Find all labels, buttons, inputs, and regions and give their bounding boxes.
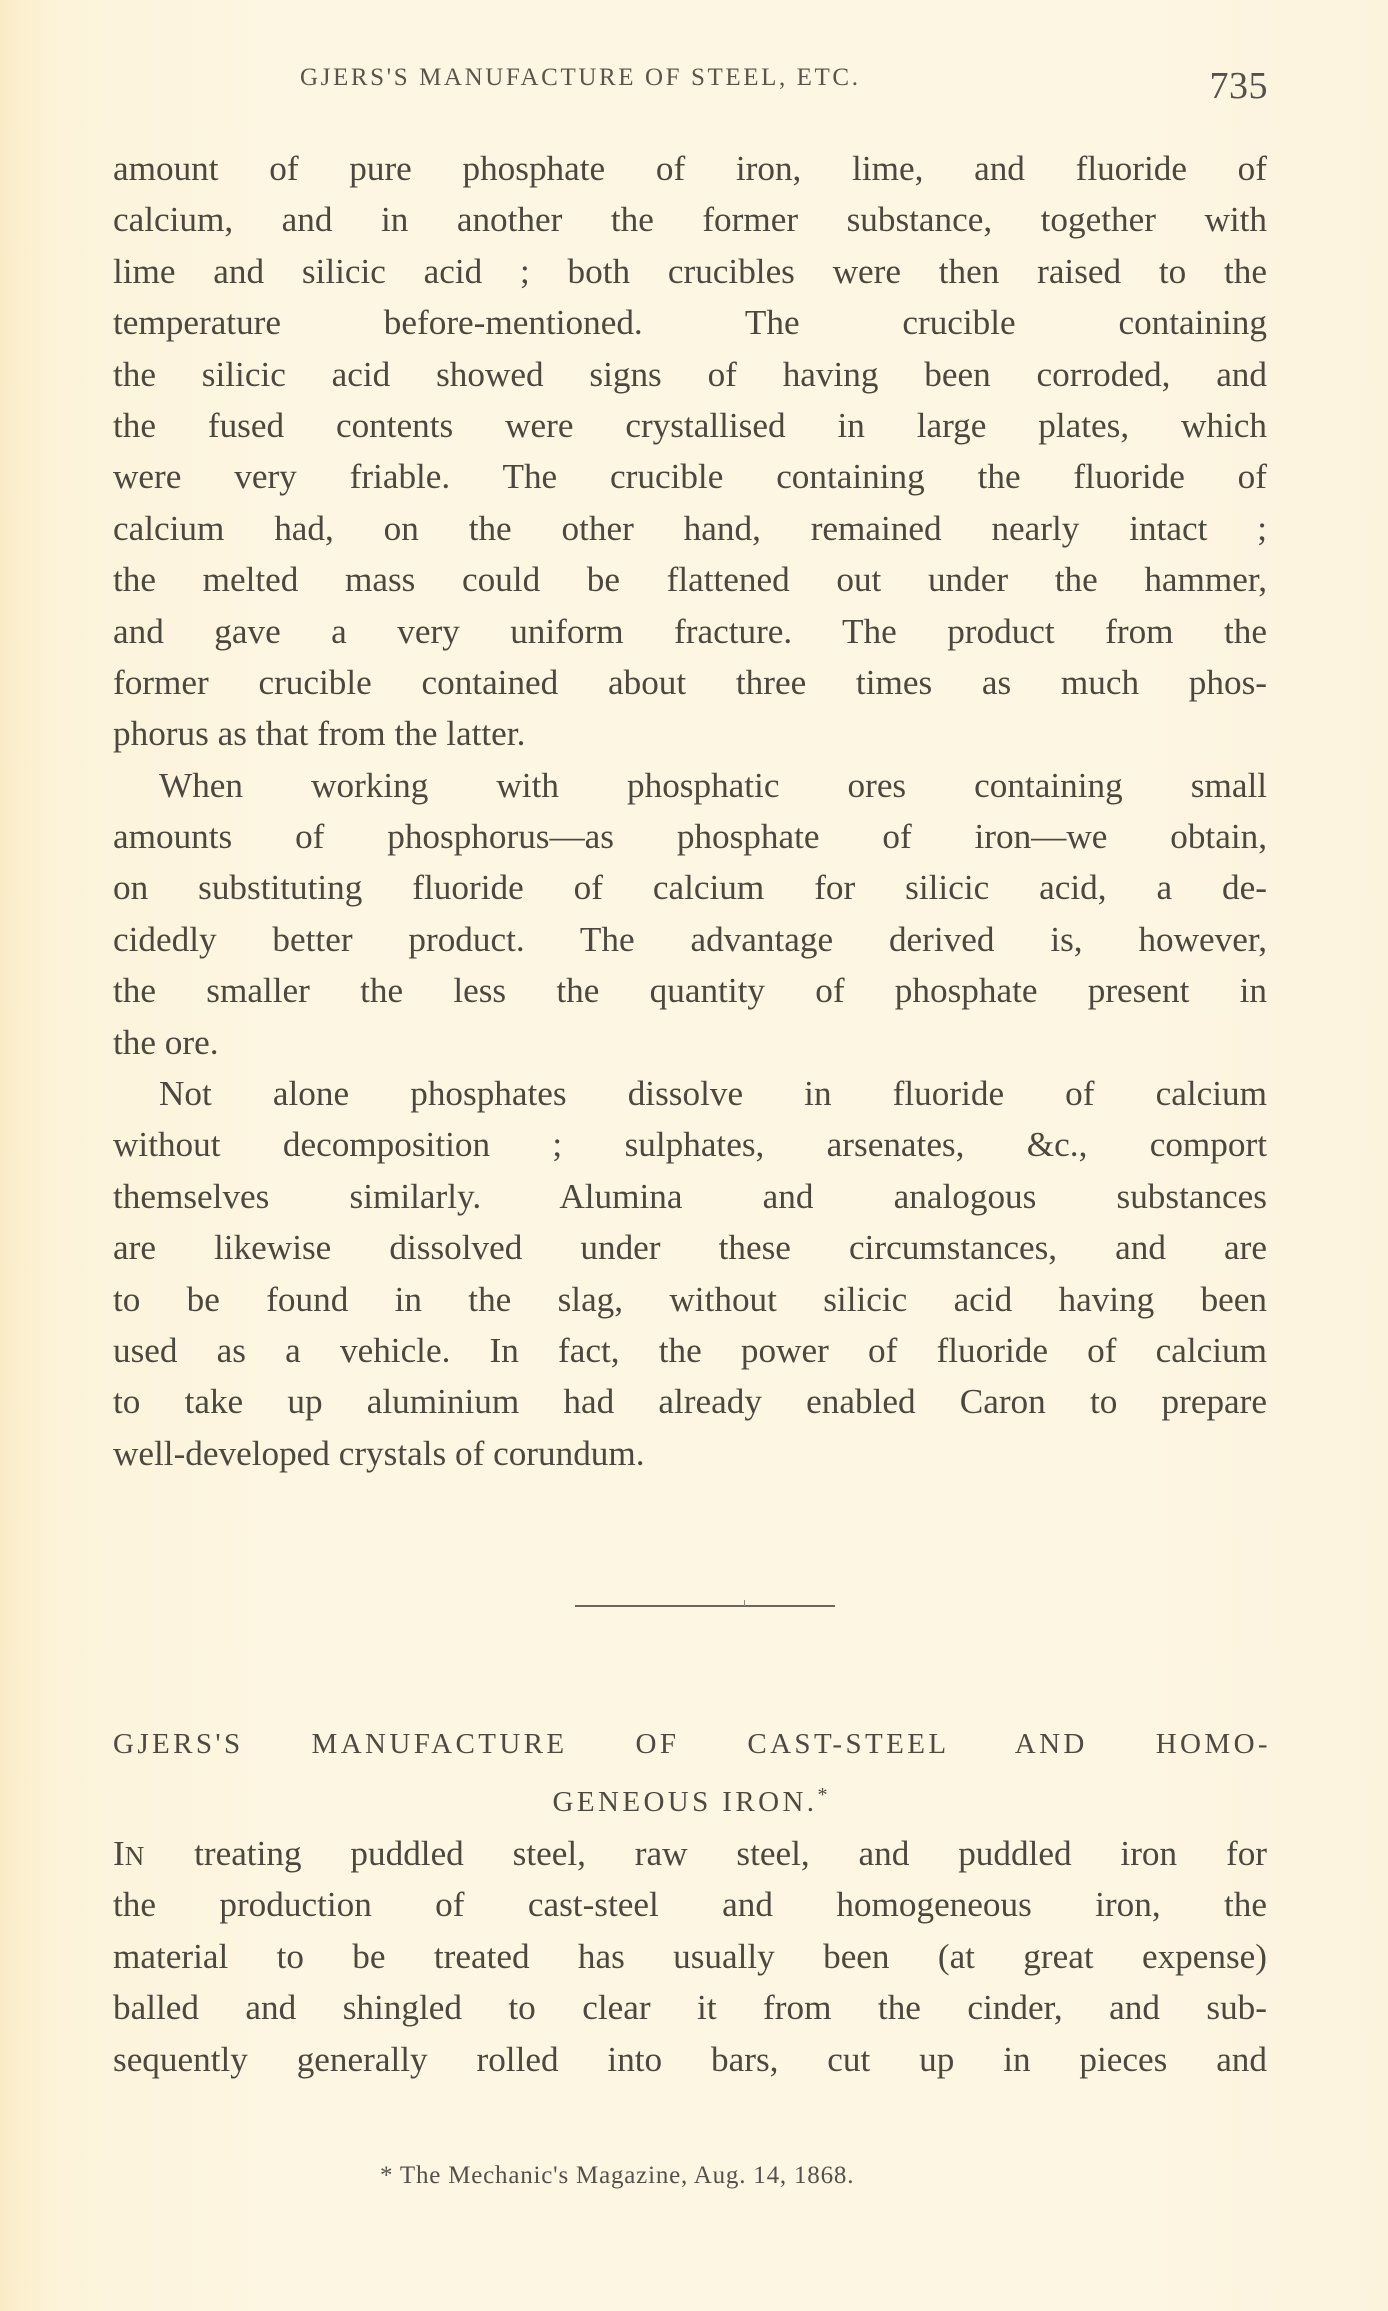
paragraph-not-alone-phosphates — [113, 1068, 1267, 1479]
text-line: were very friable. The crucible containing the fluoride of — [113, 457, 1267, 497]
text-line: are likewise dissolved under these circumstances, and are — [113, 1228, 1267, 1268]
footnote: * The Mechanic's Magazine, Aug. 14, 1868. — [380, 2162, 855, 2189]
section-heading-text: GENEOUS IRON. — [552, 1786, 818, 1818]
text-line: amount of pure phosphate of iron, lime, and fluoride of — [113, 149, 1267, 188]
body-text-column — [113, 143, 1267, 1479]
text-line: the ore. — [113, 1022, 219, 1062]
text-line: on substituting fluoride of calcium for silicic acid, a de- — [113, 868, 1267, 908]
text-line: temperature before-mentioned. The crucible containing — [113, 303, 1267, 343]
text-line: calcium had, on the other hand, remained nearly intact ; — [113, 508, 1267, 548]
text-line — [113, 1828, 1267, 1879]
text-line: the smaller the less the quantity of phosphate present in — [113, 971, 1267, 1011]
paragraph-phosphatic-ores — [113, 760, 1267, 1068]
section-heading-line-2 — [113, 1778, 1267, 1819]
paragraph-in-treating — [113, 1828, 1267, 2085]
paragraph-continuation — [113, 143, 1267, 760]
text-line: themselves similarly. Alumina and analogous substances — [113, 1176, 1267, 1216]
small-caps-text: N — [124, 1841, 146, 1871]
text-line: the melted mass could be flattened out under the hammer, — [113, 560, 1267, 600]
running-header: GJERS'S MANUFACTURE OF STEEL, ETC. — [300, 64, 861, 91]
text-line: calcium, and in another the former substance, together with — [113, 200, 1267, 240]
text-line: and gave a very uniform fracture. The product from the — [113, 611, 1267, 651]
text-line: material to be treated has usually been (at great expense) — [113, 1936, 1267, 1976]
text-line: cidedly better product. The advantage derived is, however, — [113, 919, 1267, 959]
divider-tick-mark — [744, 1600, 745, 1606]
text-line: the fused contents were crystallised in large plates, which — [113, 405, 1267, 445]
text-line: sequently generally rolled into bars, cut up in pieces and — [113, 2039, 1267, 2079]
text-line: balled and shingled to clear it from the cinder, and sub- — [113, 1988, 1267, 2028]
text-line: Not alone phosphates dissolve in fluoride of calcium — [159, 1074, 1267, 1114]
line-remainder: treating puddled steel, raw steel, and puddled iron for — [145, 1834, 1267, 1873]
text-line: When working with phosphatic ores containing small — [159, 765, 1267, 805]
initial-capital: I — [113, 1834, 125, 1873]
text-line: to take up aluminium had already enabled Caron to prepare — [113, 1382, 1267, 1422]
text-line: the silicic acid showed signs of having been corroded, and — [113, 354, 1267, 394]
footnote-reference-marker[interactable]: * — [817, 1784, 828, 1806]
text-line: well-developed crystals of corundum. — [113, 1433, 645, 1473]
text-line: lime and silicic acid ; both crucibles were then raised to the — [113, 251, 1267, 291]
text-line: the production of cast-steel and homogeneous iron, the — [113, 1885, 1267, 1925]
text-line: amounts of phosphorus—as phosphate of iron—we obtain, — [113, 817, 1267, 857]
page-number: 735 — [1209, 65, 1268, 107]
section-body-column — [113, 1828, 1267, 2085]
text-line: used as a vehicle. In fact, the power of fluoride of calcium — [113, 1330, 1267, 1370]
text-line: to be found in the slag, without silicic acid having been — [113, 1279, 1267, 1319]
section-divider-rule — [575, 1605, 835, 1607]
text-line: phorus as that from the latter. — [113, 714, 526, 754]
text-line: former crucible contained about three times as much phos- — [113, 662, 1267, 702]
section-heading-line-1: GJERS'S MANUFACTURE OF CAST-STEEL AND HOMO- — [113, 1728, 1271, 1760]
text-line: without decomposition ; sulphates, arsenates, &c., comport — [113, 1125, 1267, 1165]
